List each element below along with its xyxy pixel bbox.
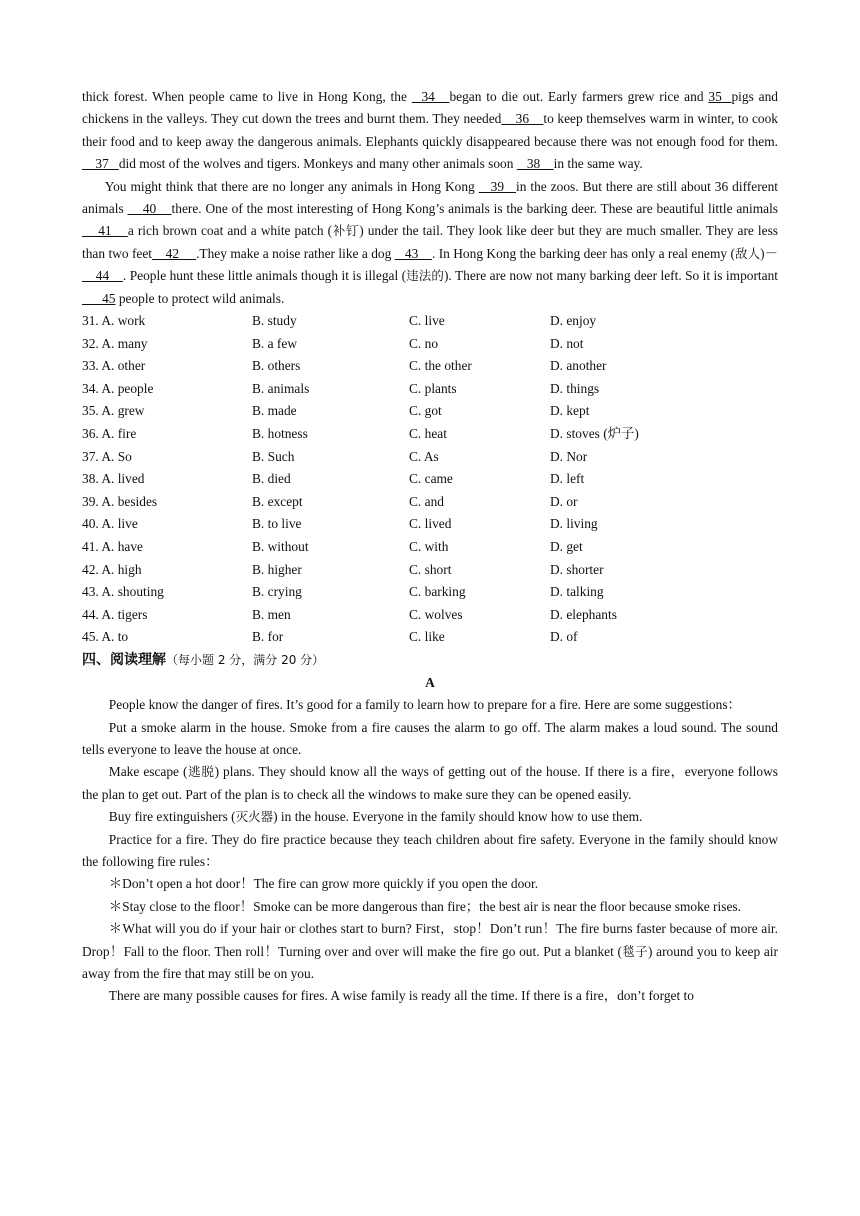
option-b: B. for xyxy=(252,629,284,645)
answer-blank: 42 xyxy=(152,245,197,261)
option-d: D. of xyxy=(550,629,578,645)
cloze-passage xyxy=(82,86,778,310)
option-b: B. made xyxy=(252,403,297,419)
option-d: D. shorter xyxy=(550,561,604,577)
passage-paragraph xyxy=(82,896,778,918)
text-run: ) around you to keep air away from the fire that may still be on you. xyxy=(82,943,778,982)
cloze-paragraph-1 xyxy=(82,86,778,176)
passage-paragraph xyxy=(82,873,778,895)
option-a: 45. A. to xyxy=(82,629,129,645)
option-row xyxy=(82,333,778,356)
answer-blank: 39 xyxy=(478,178,516,194)
option-b: B. men xyxy=(252,606,291,622)
option-b: B. except xyxy=(252,493,303,509)
passage-paragraph xyxy=(82,761,778,806)
option-c: C. the other xyxy=(409,358,472,374)
text-run: ) under the tail. They look like deer but they are much smaller. They are less than two feet xyxy=(82,223,778,261)
passage-title: A xyxy=(425,674,435,690)
option-d: D. get xyxy=(550,539,583,554)
option-row xyxy=(82,355,778,378)
option-c: C. short xyxy=(409,561,452,577)
option-d: D. not xyxy=(550,335,584,351)
option-a: 42. A. high xyxy=(82,561,142,577)
option-b: B. a few xyxy=(252,335,297,351)
passage-paragraph xyxy=(82,829,778,874)
text-run: Buy fire extinguishers ( xyxy=(108,809,236,825)
option-d: D. enjoy xyxy=(550,313,597,329)
option-c: C. no xyxy=(409,335,439,351)
option-row xyxy=(82,400,778,423)
option-b: B. crying xyxy=(252,584,302,600)
option-c: C. barking xyxy=(409,584,466,600)
option-c: C. got xyxy=(409,403,442,419)
option-b: B. higher xyxy=(252,561,302,577)
option-c: C. lived xyxy=(409,516,452,532)
chinese-gloss: 灭火器 xyxy=(235,809,274,825)
option-c: C. and xyxy=(409,493,444,509)
option-row xyxy=(82,536,778,559)
option-row xyxy=(82,581,778,604)
option-c: C. wolves xyxy=(409,606,463,622)
answer-blank: 41 xyxy=(82,223,128,239)
option-d: D. elephants xyxy=(550,606,617,622)
option-d: D. living xyxy=(550,516,598,532)
text-run: There are many possible causes for fires. A wise family is ready all the time. If there is a fire，don’t forget to xyxy=(108,988,694,1004)
text-run: to keep themselves warm in winter, to cook their food and to keep away the dangerous animals. Elephants quickly disappeared because there was not enough food for them. xyxy=(82,111,779,149)
option-d: D. kept xyxy=(550,403,590,419)
text-run: did most of the wolves and tigers. Monkeys and many other animals soon xyxy=(118,156,517,172)
cloze-paragraph-2 xyxy=(82,176,778,310)
answer-blank: 45 xyxy=(82,290,116,306)
option-row xyxy=(82,378,778,401)
option-row xyxy=(82,491,778,514)
text-run: ＊Stay close to the floor！Smoke can be more dangerous than fire；the best air is near the floor because smoke rises. xyxy=(108,898,741,914)
option-a: 40. A. live xyxy=(82,516,138,532)
chinese-gloss: 逃脱 xyxy=(187,764,215,780)
option-b: B. to live xyxy=(252,516,302,532)
answer-blank: 37 xyxy=(82,156,119,172)
option-c: C. heat xyxy=(409,426,447,442)
answer-blank: 36 xyxy=(501,111,544,127)
option-d: D. another xyxy=(550,358,607,374)
chinese-gloss: 敌人 xyxy=(734,245,761,261)
section-title: 四、阅读理解 xyxy=(82,651,166,668)
option-c: C. came xyxy=(409,471,453,487)
cloze-options-list xyxy=(82,310,778,649)
option-a: 43. A. shouting xyxy=(82,584,164,600)
option-a: 33. A. other xyxy=(82,358,146,374)
text-run: You might think that there are no longer any animals in Hong Kong xyxy=(104,178,479,194)
answer-blank: 34 xyxy=(411,89,450,104)
answer-blank: 35 xyxy=(708,89,732,104)
text-run: Make escape ( xyxy=(108,764,188,780)
option-c: C. with xyxy=(409,539,449,554)
answer-blank: 38 xyxy=(516,156,554,172)
text-run: Put a smoke alarm in the house. Smoke from a fire causes the alarm to go off. The alarm makes a loud sound. The sound tells everyone to leave the house at once. xyxy=(82,719,778,757)
option-a: 31. A. work xyxy=(82,313,146,329)
option-row xyxy=(82,604,778,627)
passage-paragraph xyxy=(82,918,778,985)
option-c: C. As xyxy=(409,448,439,464)
option-row xyxy=(82,468,778,491)
text-run: ＊Don’t open a hot door！The fire can grow more quickly if you open the door. xyxy=(108,876,539,892)
option-b: B. Such xyxy=(252,448,295,464)
answer-blank: 40 xyxy=(127,201,172,217)
option-a: 44. A. tigers xyxy=(82,606,148,622)
text-run: People know the danger of fires. It’s good for a family to learn how to prepare for a fire. Here are some suggestions： xyxy=(108,697,741,713)
option-a: 41. A. have xyxy=(82,539,143,554)
text-run: pigs and chickens in the valleys. They cut down the trees and burnt them. They needed xyxy=(82,89,778,127)
text-run: people to protect wild animals. xyxy=(115,290,285,306)
chinese-gloss: 违法的 xyxy=(406,268,444,284)
option-a: 35. A. grew xyxy=(82,403,145,419)
text-run: .They make a noise rather like a dog xyxy=(196,245,395,261)
section-heading xyxy=(82,649,778,672)
passage-paragraph xyxy=(82,694,778,716)
option-d: D. things xyxy=(550,380,600,396)
option-row xyxy=(82,626,778,649)
text-run: . People hunt these little animals though it is illegal ( xyxy=(122,268,407,284)
option-a: 34. A. people xyxy=(82,380,154,396)
text-run: began to die out. Early farmers grew rice and xyxy=(449,89,709,104)
option-row xyxy=(82,423,778,446)
option-c: C. like xyxy=(409,629,445,645)
option-row xyxy=(82,559,778,582)
option-row xyxy=(82,446,778,469)
text-run: thick forest. When people came to live in Hong Kong, the xyxy=(82,89,412,104)
text-run: ). There are now not many barking deer left. So it is important xyxy=(443,268,778,284)
option-b: B. animals xyxy=(252,380,310,396)
text-run: ＊What will you do if your hair or clothes start to burn? First，stop！Don’t run！The fire burns faster because of more air. Drop！Fall to the floor. Then roll！Turning over and over will make the fire go out. Put a blanket ( xyxy=(82,921,778,959)
option-b: B. died xyxy=(252,471,291,487)
passage-paragraph xyxy=(82,985,778,1007)
option-b: B. others xyxy=(252,358,301,374)
section-score-note: （每小题 2 分，满分 20 分） xyxy=(166,652,325,667)
passage-paragraph xyxy=(82,806,778,828)
option-row xyxy=(82,310,778,333)
text-run: )－ xyxy=(760,245,778,261)
option-a: 32. A. many xyxy=(82,335,148,351)
option-b: B. hotness xyxy=(252,426,308,442)
text-run: there. One of the most interesting of Hong Kong’s animals is the barking deer. These are beautiful little animals xyxy=(171,201,778,217)
chinese-gloss: 毯子 xyxy=(621,943,648,959)
option-d: D. left xyxy=(550,471,585,487)
option-a: 38. A. lived xyxy=(82,471,145,487)
option-c: C. plants xyxy=(409,380,457,396)
option-d: D. talking xyxy=(550,584,604,600)
option-a: 37. A. So xyxy=(82,448,132,464)
option-d: D. stoves (炉子) xyxy=(550,426,639,442)
reading-passage-a xyxy=(82,694,778,1008)
option-d: D. or xyxy=(550,493,578,509)
answer-blank: 44 xyxy=(82,268,123,284)
passage-paragraph xyxy=(82,717,778,762)
text-run: in the zoos. But there are still about 36 different animals xyxy=(82,178,779,217)
option-d: D. Nor xyxy=(550,448,588,464)
text-run: a rich brown coat and a white patch ( xyxy=(127,223,333,239)
text-run: in the same way. xyxy=(553,156,643,172)
text-run: ) plans. They should know all the ways of getting out of the house. If there is a fire，everyone follows the plan to get out. Part of the plan is to check all the windows to make sure they can be opened easily. xyxy=(82,764,778,802)
option-row xyxy=(82,513,778,536)
option-a: 39. A. besides xyxy=(82,493,158,509)
text-run: . In Hong Kong the barking deer has only a real enemy ( xyxy=(431,245,735,261)
chinese-gloss: 补钉 xyxy=(332,223,360,239)
option-b: B. study xyxy=(252,313,297,329)
option-c: C. live xyxy=(409,313,445,329)
option-b: B. without xyxy=(252,539,309,554)
option-a: 36. A. fire xyxy=(82,426,137,442)
answer-blank: 43 xyxy=(394,245,432,261)
text-run: Practice for a fire. They do fire practice because they teach children about fire safety. Everyone in the family should know the following fire rules： xyxy=(82,831,778,869)
text-run: ) in the house. Everyone in the family should know how to use them. xyxy=(273,809,643,825)
